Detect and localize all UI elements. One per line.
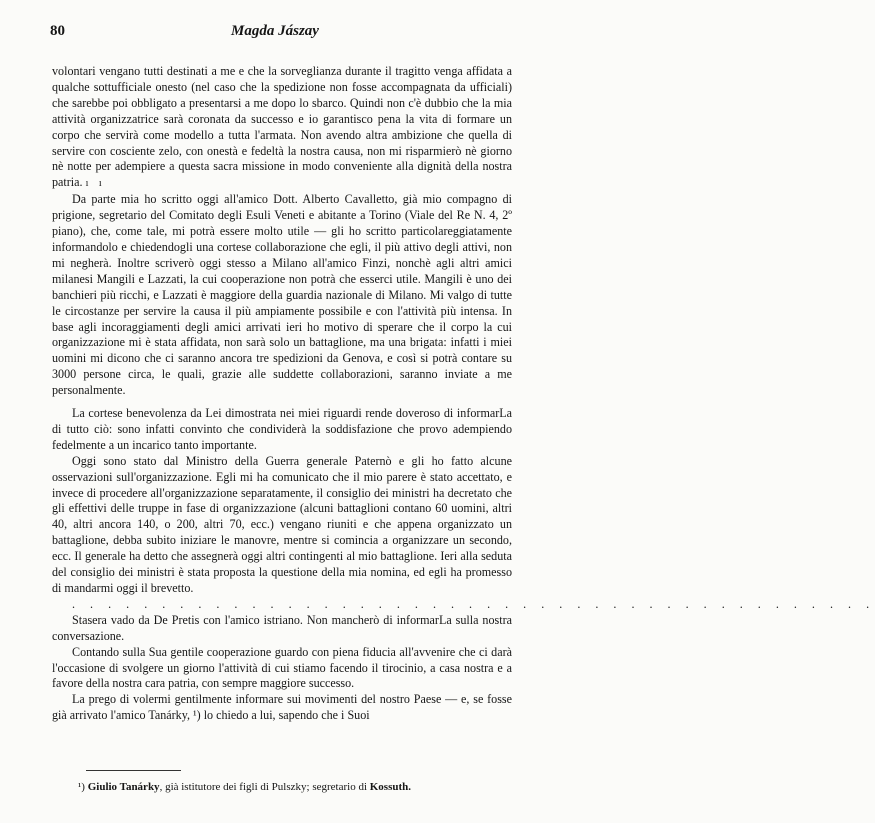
footnote bbox=[78, 780, 518, 794]
footnote-tail: Kossuth. bbox=[369, 781, 412, 793]
paragraph-3: La cortese benevolenza da Lei dimostrata nei miei riguardi rende doveroso di informarLa di tutto ciò: sono infatti convinto che condividerà la soddisfazione che provo adempiendo fedelmente a un incarico tanto importante. bbox=[52, 406, 512, 452]
paragraph-1 bbox=[52, 64, 512, 192]
footnote-rule bbox=[86, 770, 181, 771]
footnote-name: Giulio Tanárky bbox=[87, 781, 160, 793]
body-text bbox=[52, 64, 875, 724]
paragraph-2: Da parte mia ho scritto oggi all'amico Dott. Alberto Cavalletto, già mio compagno di prigione, segretario del Comitato degli Esuli Veneti e abitante a Torino (Viale del Re N. 4, 2º piano), che, come tale, mi potrà essere molto utile — gli ho scritto particolareggiatamente informandolo e chiedendogli una cortese collaborazione che egli, il più attivo degli attivi, non mi negherà. Inoltre scriverò oggi stesso a Milano all'amico Finzi, nonchè agli altri amici milanesi Mangili e Lazzati, la cui cooperazione non potrà che esserci utile. Mangili è uno dei banchieri più ricchi, e Lazzati è maggiore della guardia nazionale di Milano. Mi valgo di tutte le circostanze per servire la causa il più ampiamente possibile e con l'attività più intensa. In base agli incoraggiamenti degli amici arrivati ieri ho motivo di sperare che il corpo la cui organizzazione mi è stata affidata, non sarà solo un battaglione, ma una brigata: infatti i miei uomini mi dicono che ci saranno ancora tre spedizioni da Genova, e così si potrà contare su 3000 persone circa, le quali, grazie alle suddette collaborazioni, saranno inviate a me personalmente. bbox=[52, 192, 512, 398]
paragraph-4: Oggi sono stato dal Ministro della Guerra generale Paternò e gli ho fatto alcune osservazioni sull'organizzazione. Egli mi ha comunicato che il mio parere è stato accettato, e invece di procedere all'organizzazione separatamente, il consiglio dei ministri ha decretato che gli effettivi delle truppe in fase di organizzazione (alcuni battaglioni contano 60 uomini, altri 40, altri ancora 140, o 200, altri 70, ecc.) vengano riuniti e che appena organizzato un battaglione, debba subito iniziare le manovre, mentre si comincia a organizzare un secondo, ecc. Il generale ha detto che assegnerà oggi altri contingenti al mio battaglione. Ieri alla seduta del consiglio dei ministri è stata proposta la questione della mia nomina, ed egli ha promesso di mandarmi oggi il brevetto. bbox=[52, 453, 512, 595]
paragraph-6: Contando sulla Sua gentile cooperazione guardo con piena fiducia all'avvenire che ci darà l'occasione di svolgere un giorno l'attività di cui stiamo facendo il tirocinio, a casa nostra e a favore della nostra cara patria, con sempre maggiore successo. bbox=[52, 644, 512, 691]
ellipsis-separator: . . . . . . . . . . . . . . . . . . . . . . . . . . . . . . . . . . . . . . . . . . . . . bbox=[72, 596, 875, 611]
paragraph-1-text: volontari vengano tutti destinati a me e che la sorveglianza durante il tragitto venga affidata a qualche sottufficiale onesto (nel caso che la spedizione non fosse accompagnata da ufficiali) che sarebbe poi obbligato a presentarsi a me dopo lo sbarco. Quindi non c'è dubbio che la mia attività organizzatrice sarà coronata da successo e io garantisco pena la vita di formare un corpo che servirà come modello a tutta l'armata. Non avendo altra ambizione che quella di servire con cosciente zelo, con onestà e fedeltà la nostra causa, non mi risparmierò nè giorno nè notte per adempiere a questa sacra missione in modo conveniente alla dignità della nostra patria. bbox=[52, 64, 512, 190]
footnote-text: , già istitutore dei figli di Pulszky; segretario di bbox=[159, 781, 370, 793]
running-title-author: Magda Jászay bbox=[231, 23, 319, 39]
page-number: 80 bbox=[50, 23, 65, 39]
paragraph-7: La prego di volermi gentilmente informare sui movimenti del nostro Paese — e, se fosse già arrivato l'amico Tanárky, ¹) lo chiedo a lui, sapendo che i Suoi bbox=[52, 692, 512, 723]
running-header bbox=[42, 20, 508, 44]
margin-marks: ı ı bbox=[85, 178, 106, 190]
paragraph-5: Stasera vado da De Pretis con l'amico istriano. Non mancherò di informarLa sulla nostra conversazione. bbox=[52, 612, 512, 643]
footnote-marker: ¹) bbox=[78, 781, 85, 793]
